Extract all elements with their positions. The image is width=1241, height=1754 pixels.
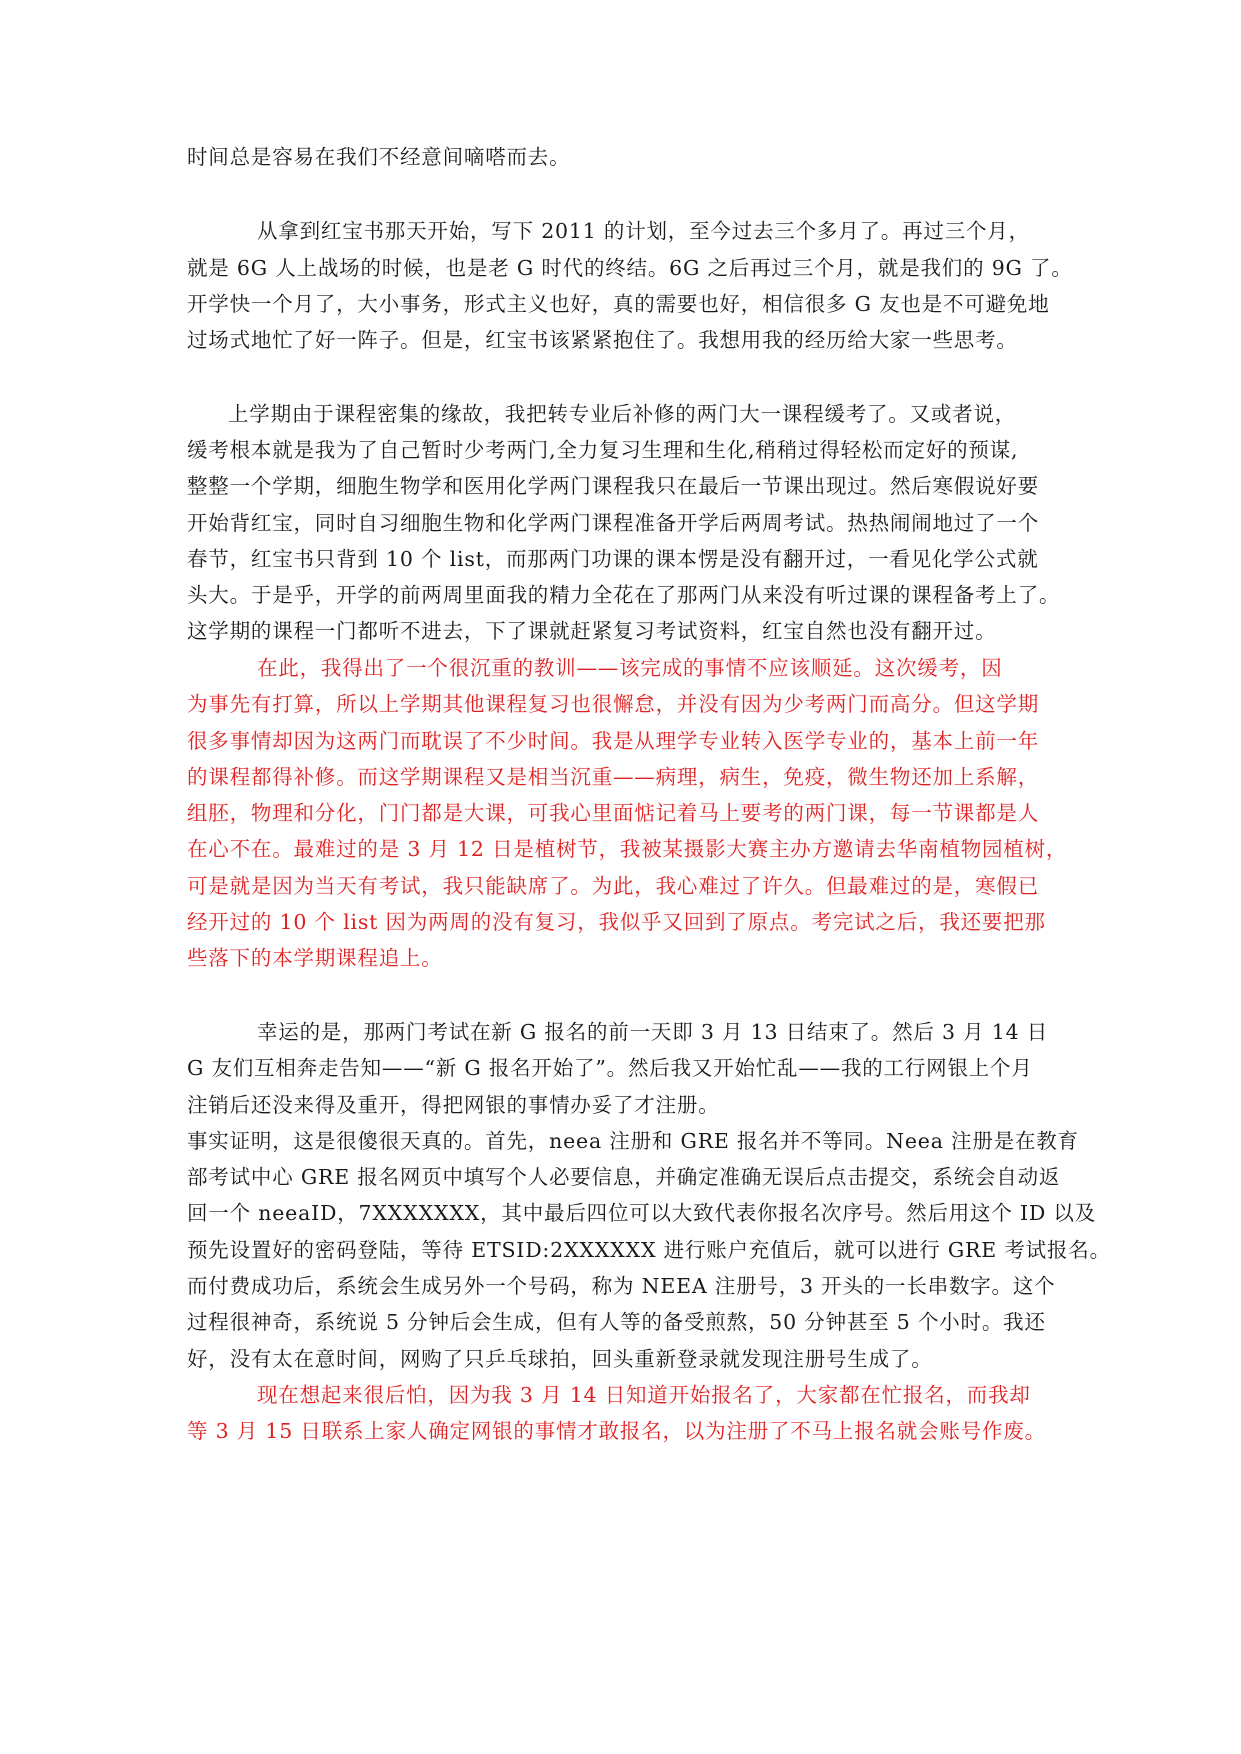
text-line: 过场式地忙了好一阵子。但是，红宝书该紧紧抱住了。我想用我的经历给大家一些思考。 — [187, 328, 1018, 352]
text-line: 回一个 neeaID，7XXXXXXX，其中最后四位可以大致代表你报名次序号。然后用这个 ID 以及 — [187, 1201, 1097, 1225]
text-line: 缓考根本就是我为了自己暂时少考两门,全力复习生理和生化,稍稍过得轻松而定好的预谋, — [187, 438, 1019, 462]
highlighted-text-line: 等 3 月 15 日联系上家人确定网银的事情才敢报名，以为注册了不马上报名就会账号作废。 — [187, 1419, 1046, 1443]
highlighted-text-line: 在心不在。最难过的是 3 月 12 日是植树节，我被某摄影大赛主办方邀请去华南植物园植树， — [187, 837, 1068, 861]
text-line: G 友们互相奔走告知——“新 G 报名开始了”。然后我又开始忙乱——我的工行网银上个月 — [187, 1056, 1033, 1080]
highlighted-text-line: 可是就是因为当天有考试，我只能缺席了。为此，我心难过了许久。但最难过的是，寒假已 — [187, 874, 1039, 898]
text-line: 预先设置好的密码登陆，等待 ETSID:2XXXXXX 进行账户充值后，就可以进行 GRE 考试报名。 — [187, 1238, 1111, 1262]
text-line: 整整一个学期，细胞生物学和医用化学两门课程我只在最后一节课出现过。然后寒假说好要 — [187, 474, 1039, 498]
text-line: 时间总是容易在我们不经意间嘀嗒而去。 — [187, 145, 571, 169]
text-line: 部考试中心 GRE 报名网页中填写个人必要信息，并确定准确无误后点击提交，系统会自动返 — [187, 1165, 1061, 1189]
text-line: 就是 6G 人上战场的时候，也是老 G 时代的终结。6G 之后再过三个月，就是我们的 9G 了。 — [187, 256, 1073, 280]
text-line: 头大。于是乎，开学的前两周里面我的精力全花在了那两门从来没有听过课的课程备考上了。 — [187, 583, 1061, 607]
highlighted-text-line: 组胚，物理和分化，门门都是大课，可我心里面惦记着马上要考的两门课，每一节课都是人 — [187, 801, 1039, 825]
text-line: 幸运的是，那两门考试在新 G 报名的前一天即 3 月 13 日结束了。然后 3 月 14 日 — [257, 1020, 1049, 1044]
highlighted-text-line: 很多事情却因为这两门而耽误了不少时间。我是从理学专业转入医学专业的，基本上前一年 — [187, 729, 1039, 753]
highlighted-text-line: 在此，我得出了一个很沉重的教训——该完成的事情不应该顺延。这次缓考，因 — [257, 656, 1003, 680]
text-line: 过程很神奇，系统说 5 分钟后会生成，但有人等的备受煎熬，50 分钟甚至 5 个小时。我还 — [187, 1310, 1046, 1334]
highlighted-text-line: 的课程都得补修。而这学期课程又是相当沉重——病理，病生，免疫，微生物还加上系解， — [187, 765, 1039, 789]
text-line: 注销后还没来得及重开，得把网银的事情办妥了才注册。 — [187, 1093, 720, 1117]
text-line: 而付费成功后，系统会生成另外一个号码，称为 NEEA 注册号，3 开头的一长串数字。这个 — [187, 1274, 1056, 1298]
text-line: 从拿到红宝书那天开始，写下 2011 的计划，至今过去三个多月了。再过三个月， — [257, 219, 1030, 243]
text-line: 开始背红宝，同时自习细胞生物和化学两门课程准备开学后两周考试。热热闹闹地过了一个 — [187, 511, 1039, 535]
text-line: 开学快一个月了，大小事务，形式主义也好，真的需要也好，相信很多 G 友也是不可避免地 — [187, 292, 1050, 316]
text-line: 春节，红宝书只背到 10 个 list，而那两门功课的课本愣是没有翻开过，一看见化学公式就 — [187, 547, 1039, 571]
highlighted-text-line: 经开过的 10 个 list 因为两周的没有复习，我似乎又回到了原点。考完试之后，我还要把那 — [187, 910, 1046, 934]
highlighted-text-line: 些落下的本学期课程追上。 — [187, 946, 443, 970]
highlighted-text-line: 现在想起来很后怕，因为我 3 月 14 日知道开始报名了，大家都在忙报名，而我却 — [257, 1383, 1031, 1407]
text-line: 好，没有太在意时间，网购了只乒乓球拍，回头重新登录就发现注册号生成了。 — [187, 1347, 933, 1371]
highlighted-text-line: 为事先有打算，所以上学期其他课程复习也很懈怠，并没有因为少考两门而高分。但这学期 — [187, 692, 1039, 716]
text-line: 这学期的课程一门都听不进去，下了课就赶紧复习考试资料，红宝自然也没有翻开过。 — [187, 619, 997, 643]
text-line: 事实证明，这是很傻很天真的。首先，neea 注册和 GRE 报名并不等同。Neea 注册是在教育 — [187, 1129, 1079, 1153]
text-line: 上学期由于课程密集的缘故，我把转专业后补修的两门大一课程缓考了。又或者说， — [228, 402, 1017, 426]
